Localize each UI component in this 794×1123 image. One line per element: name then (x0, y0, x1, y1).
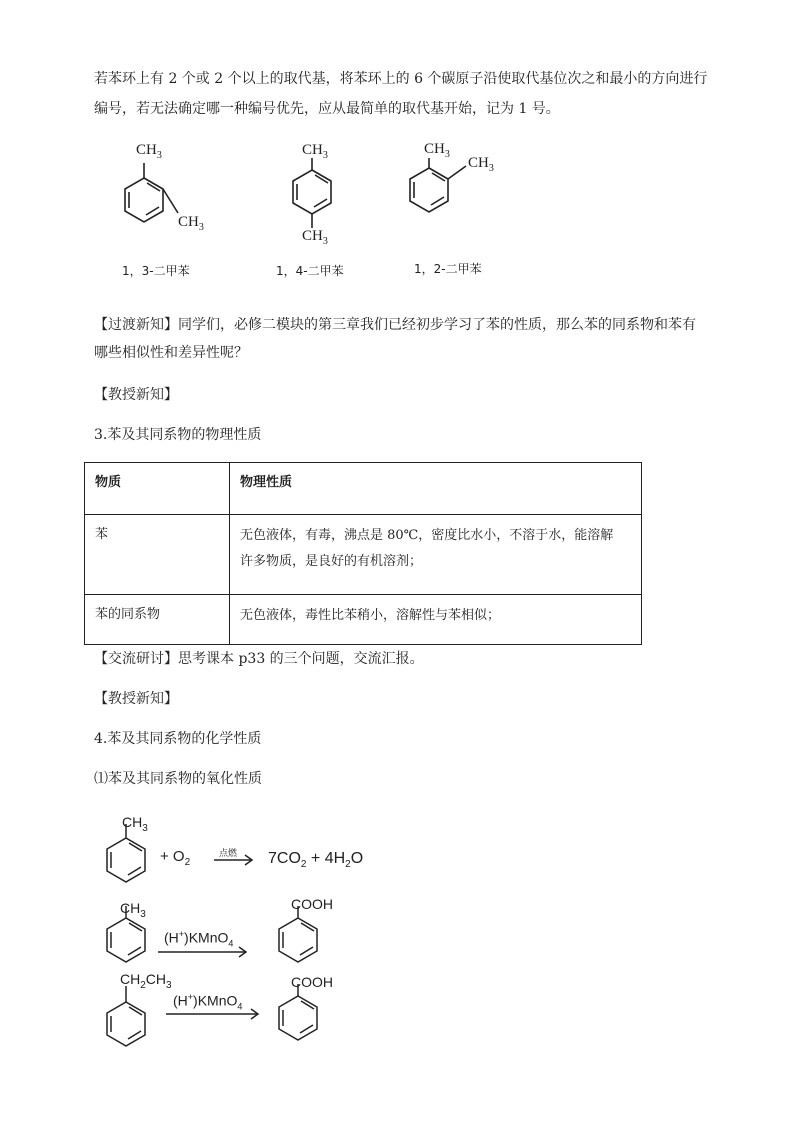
o-xylene-structure (410, 158, 466, 212)
r1-products: $7CO_2 + 4H_2O$ (268, 850, 364, 871)
cell-property (230, 595, 642, 645)
intro-line-2: 编号，若无法确定哪一种编号优先，应从最简单的取代基开始，记为 1 号。 (94, 101, 560, 117)
r1-reactant-ch3: $CH_3$ (122, 814, 148, 834)
r1-condition: 点燃 (219, 849, 238, 859)
header-property: 物理性质 (230, 463, 642, 515)
p-xylene-name: 1，4-二甲苯 (276, 264, 344, 278)
p-xylene-ch3-bottom: $CH_3$ (302, 228, 328, 247)
o-xylene-ch3-side: $CH_3$ (468, 155, 494, 174)
cell-property-line-1: 无色液体，有毒，沸点是 80℃，密度比水小，不溶于水，能溶解 (240, 528, 614, 543)
cell-property-line-2: 许多物质，是良好的有机溶剂； (240, 554, 423, 569)
section-3-title: 3.苯及其同系物的物理性质 (94, 427, 262, 443)
intro-line-1: 若苯环上有 2 个或 2 个以上的取代基，将苯环上的 6 个碳原子沿使取代基位次之和最小的方向进行 (94, 71, 708, 87)
physical-properties-table (84, 462, 642, 645)
r3-reagent: (H+)KMnO$_4$ (173, 992, 243, 1012)
xylene-structures (0, 0, 794, 300)
subsection-1-title: ⑴苯及其同系物的氧化性质 (94, 771, 262, 787)
benzoic-acid-structure-1 (279, 906, 317, 962)
cell-property (230, 515, 642, 595)
table-row (85, 595, 642, 645)
exchange-line: 【交流研讨】思考课本 p33 的三个问题，交流汇报。 (94, 651, 424, 667)
r2-product-cooh: COOH (291, 896, 333, 912)
ethylbenzene-structure (107, 986, 145, 1046)
transition-line-2: 哪些相似性和差异性呢？ (94, 345, 248, 361)
reaction-schemes (0, 800, 794, 1100)
header-substance: 物质 (85, 463, 230, 515)
r3-product-cooh: COOH (291, 974, 333, 990)
r1-o2: + $O_2$ (160, 848, 191, 868)
teach-heading-2: 【教授新知】 (94, 691, 178, 707)
p-xylene-ch3-top: $CH_3$ (302, 142, 328, 161)
p-xylene-structure (293, 158, 331, 228)
table-header-row (85, 463, 642, 515)
cell-property-line-1: 无色液体，毒性比苯稍小，溶解性与苯相似； (240, 608, 501, 623)
r2-reagent: (H+)KMnO$_4$ (164, 929, 234, 949)
r2-reactant-ch3: $CH_3$ (120, 900, 146, 920)
cell-substance: 苯的同系物 (85, 595, 230, 645)
m-xylene-structure (125, 163, 178, 222)
m-xylene-name: 1，3-二甲苯 (122, 264, 190, 278)
section-4-title: 4.苯及其同系物的化学性质 (94, 731, 262, 747)
transition-line-1: 【过渡新知】同学们，必修二模块的第三章我们已经初步学习了苯的性质，那么苯的同系物和苯有 (94, 317, 696, 333)
o-xylene-ch3-top: $CH_3$ (424, 141, 450, 160)
cell-substance: 苯 (85, 515, 230, 595)
teach-heading-1: 【教授新知】 (94, 387, 178, 403)
table-row (85, 515, 642, 595)
m-xylene-ch3-top: $CH_3$ (136, 142, 162, 161)
m-xylene-ch3-right: $CH_3$ (178, 214, 204, 233)
benzoic-acid-structure-2 (279, 984, 317, 1040)
o-xylene-name: 1，2-二甲苯 (414, 262, 482, 276)
r3-reactant-ethyl: $CH_2CH_3$ (120, 971, 172, 991)
